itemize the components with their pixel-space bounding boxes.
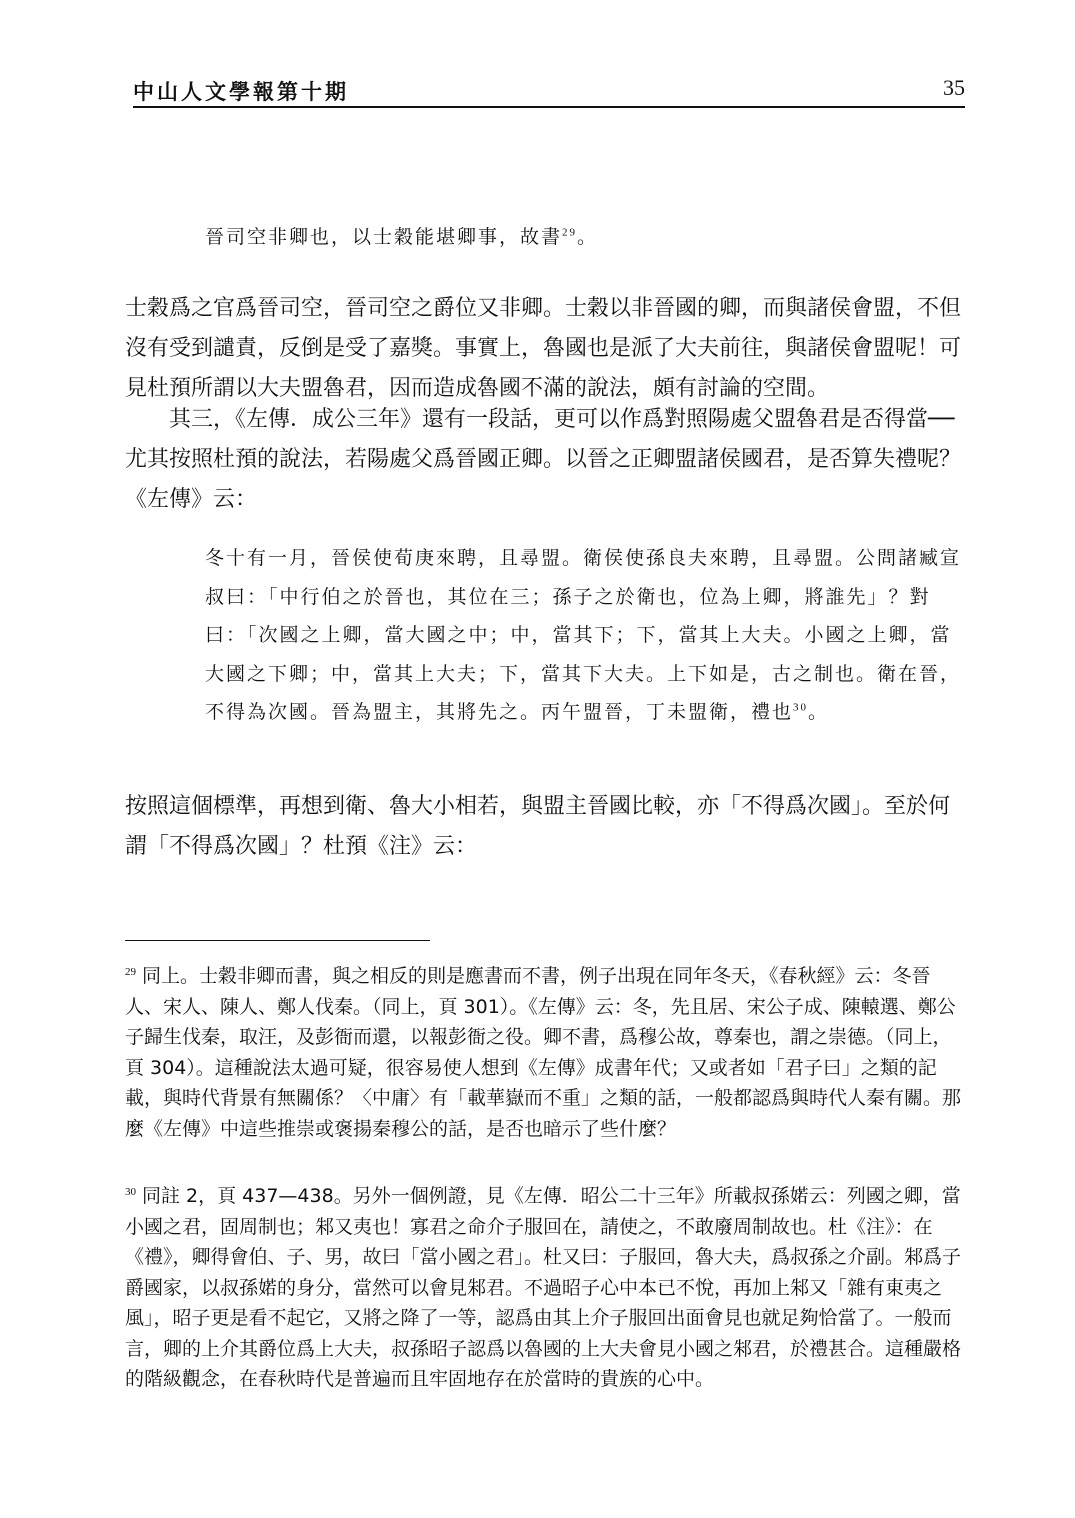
footnote-text: 同上。士穀非卿而書，與之相反的則是應書而不書，例子出現在同年冬天，《春秋經》云：冬晉人、宋人、陳人、鄭人伐秦。（同上，頁 301）。《左傳》云：冬，先且居、宋公子成、陳轅選、鄭公子歸生伐秦，取汪，及彭衙而還，以報彭衙之役。卿不書，爲穆公故，尊秦也，謂之崇德。（同上，頁 304）。這種說法太過可疑，很容易使人想到《左傳》成書年代；又或者如「君子曰」之類的記載，與時代背景有無關係？〈中庸〉有「載華嶽而不重」之類的話，一般都認爲與時代人秦有關。那麼《左傳》中這些推崇或褒揚秦穆公的話，是否也暗示了些什麼？ [125,965,962,1140]
footnote-30 [125,1181,967,1395]
footnote-text: 同註 2，頁 437—438。另外一個例證，見《左傳．昭公二十三年》所載叔孫婼云：列國之卿，當小國之君，固周制也；邾又夷也！寡君之命介子服回在，請使之，不敢廢周制故也。杜《注》：在《禮》，卿得會伯、子、男，故曰「當小國之君」。杜又曰：子服回，魯大夫，爲叔孫之介副。邾爲子爵國家，以叔孫婼的身分，當然可以會見邾君。不過昭子心中本已不悅，再加上邾又「雜有東夷之風」，昭子更是看不起它，又將之降了一等，認爲由其上介子服回出面會見也就足夠恰當了。一般而言，卿的上介其爵位爲上大夫，叔孫昭子認爲以魯國的上大夫會見小國之邾君，於禮甚合。這種嚴格的階級觀念，在春秋時代是普遍而且牢固地存在於當時的貴族的心中。 [125,1185,962,1390]
quote-text: 晉司空非卿也，以士穀能堪卿事，故書 [205,226,563,248]
quote-tail: 。 [577,226,599,248]
footnote-29 [125,961,967,1144]
footnote-number: 30 [125,1185,136,1198]
body-paragraph-1: 士穀爲之官爲晉司空，晉司空之爵位又非卿。士穀以非晉國的卿，而與諸侯會盟，不但沒有受到譴責，反倒是受了嘉獎。事實上，魯國也是派了大夫前往，與諸侯會盟呢！可見杜預所謂以大夫盟魯君，因而造成魯國不滿的說法，頗有討論的空間。 [125,296,962,401]
block-quote-2 [205,539,967,732]
body-paragraph-3: 按照這個標準，再想到衛、魯大小相若，與盟主晉國比較，亦「不得爲次國」。至於何謂「不得爲次國」？杜預《注》云： [125,794,951,859]
running-header [133,66,965,108]
quote-text: 冬十有一月，晉侯使荀庚來聘，且尋盟。衛侯使孫良夫來聘，且尋盟。公問諸臧宣叔曰：「中行伯之於晉也，其位在三；孫子之於衛也，位為上卿，將誰先」？對曰：「次國之上卿，當大國之中；中，當其下；下，當其上大夫。小國之上卿，當大國之下卿；中，當其上大夫；下，當其下大夫。上下如是，古之制也。衛在晉，不得為次國。晉為盟主，其將先之。丙午盟晉，丁未盟衛，禮也 [205,547,962,723]
page-number: 35 [943,75,965,100]
footnote-divider [125,940,430,941]
footnote-number: 29 [125,965,136,978]
quote-tail: 。 [808,701,830,723]
footnote-ref-29[interactable]: 29 [562,226,578,239]
journal-title: 中山人文學報第十期 [133,80,349,104]
block-quote-1 [205,222,967,252]
body-paragraph-2: 其三，《左傳．成公三年》還有一段話，更可以作爲對照陽處父盟魯君是否得當──尤其按照杜預的說法，若陽處父爲晉國正卿。以晉之正卿盟諸侯國君，是否算失禮呢？《左傳》云： [125,407,962,512]
footnote-ref-30[interactable]: 30 [793,701,809,714]
